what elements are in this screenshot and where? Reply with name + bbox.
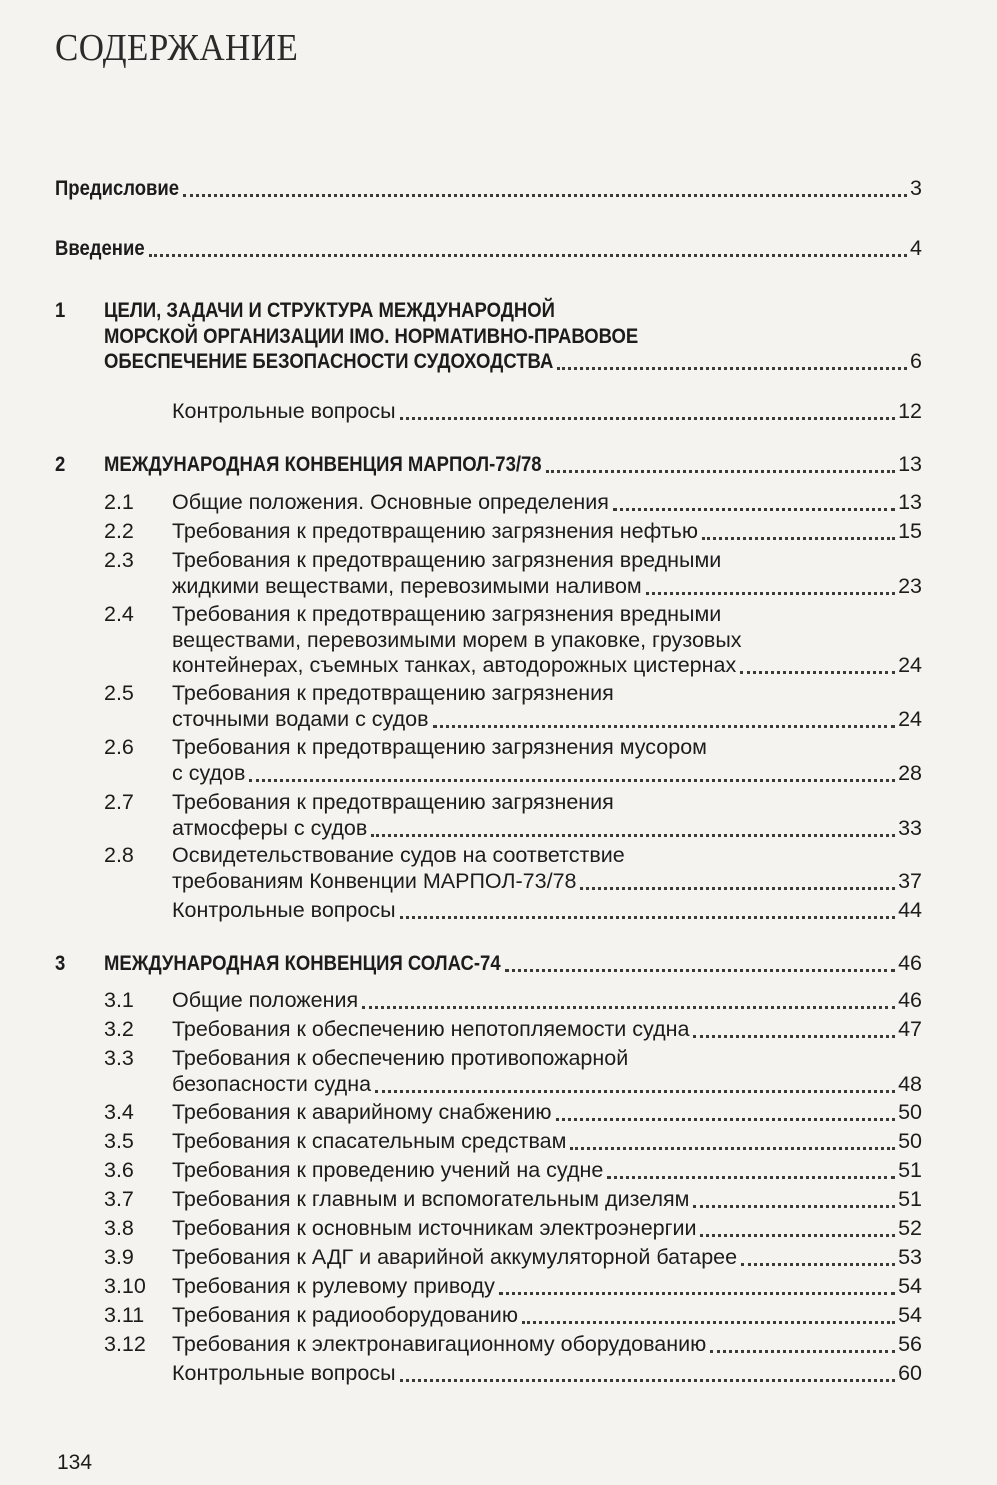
toc-entry-page: 56 [898,1332,922,1356]
dot-leader [693,1033,895,1038]
toc-entry-title-line: МЕЖДУНАРОДНАЯ КОНВЕНЦИЯ МАРПОЛ-73/78 [104,452,542,476]
toc-entry-page: 24 [898,706,922,731]
toc-entry-title-line: Требования к аварийному снабжению [172,1100,552,1124]
toc-entry-title-line: Требования к основным источникам электроэнергии [172,1216,697,1240]
dot-leader [570,1145,895,1150]
dot-leader [546,468,896,473]
dot-leader [580,885,895,890]
toc-entry-page: 48 [898,1071,922,1096]
toc-entry-title-line: сточными водами с судов [172,706,429,731]
toc-entry-number: 2.8 [104,843,134,867]
toc-entry-title-line: МОРСКОЙ ОРГАНИЗАЦИИ IMO. НОРМАТИВНО-ПРАВОВОЕ [104,323,639,348]
toc-entry-title-line: веществами, перевозимыми морем в упаковке, грузовых [172,627,742,652]
dot-leader [375,1088,895,1093]
dot-leader [700,1232,895,1237]
toc-entry-title-line: Требования к обеспечению непотопляемости судна [172,1017,690,1041]
toc-entry-number: 2.7 [104,790,134,814]
toc-entry-number: 3.1 [104,988,134,1012]
dot-leader [400,415,896,420]
toc-entry-page: 33 [898,815,922,840]
toc-entry-title-line: Требования к радиооборудованию [172,1303,518,1327]
dot-leader [556,1116,896,1121]
toc-entry-page: 60 [898,1361,922,1385]
toc-entry-number: 3.8 [104,1216,134,1240]
toc-entry-number: 3.12 [104,1332,146,1356]
toc-entry-title-line: МЕЖДУНАРОДНАЯ КОНВЕНЦИЯ СОЛАС-74 [104,951,501,975]
toc-entry-title-line: ОБЕСПЕЧЕНИЕ БЕЗОПАСНОСТИ СУДОХОДСТВА [104,349,554,373]
toc-entry-number: 2.6 [104,735,134,759]
toc-entry-title-line: Требования к обеспечению противопожарной [172,1046,629,1070]
toc-entry-title-line: Требования к проведению учений на судне [172,1158,604,1182]
toc-entry-number: 3.10 [104,1274,146,1298]
toc-entry-title-line: Требования к предотвращению загрязнения вредными [172,602,722,626]
dot-leader [613,506,895,511]
dot-leader [741,1261,895,1266]
toc-entry-number: 2.1 [104,490,134,514]
dot-leader [607,1174,895,1179]
toc-entry-title-line: Требования к спасательным средствам [172,1129,567,1153]
dot-leader [183,192,907,197]
toc-entry-page: 47 [898,1017,922,1041]
dot-leader [499,1290,895,1295]
toc-entry-title-line: контейнерах, съемных танках, автодорожных цистернах [172,653,737,677]
toc-entry-title-line: атмосферы с судов [172,815,368,840]
dot-leader [371,832,895,837]
toc-entry-number: 3.9 [104,1245,134,1269]
toc-entry-title-line: Введение [55,236,145,260]
toc-entry-number: 2 [55,452,66,476]
toc-entry-number: 3.5 [104,1129,134,1153]
toc-entry-title-line: Контрольные вопросы [172,1361,396,1385]
toc-entry-page: 23 [898,573,922,598]
toc-entry-number: 2.3 [104,548,134,572]
toc-entry-title-line: Контрольные вопросы [172,399,396,423]
toc-entry-page: 44 [898,898,922,922]
toc-entry-page: 6 [910,349,922,373]
toc-entry-title-line: Требования к главным и вспомогательным дизелям [172,1187,690,1211]
toc-entry-page: 50 [898,1129,922,1153]
dot-leader [400,1377,896,1382]
toc-entry-title-line: Требования к электронавигационному оборудованию [172,1332,707,1356]
toc-entry-page: 54 [898,1274,922,1298]
toc-entry-number: 2.2 [104,519,134,543]
toc-entry-title-line: Общие положения [172,988,359,1012]
dot-leader [249,777,895,782]
toc-entry-title-line: Требования к АДГ и аварийной аккумуляторной батарее [172,1245,738,1269]
toc-entry-page: 13 [898,452,922,476]
page-title: СОДЕРЖАНИЕ [55,27,299,69]
toc-entry-number: 3 [55,951,66,975]
toc-entry-title-line: Контрольные вопросы [172,898,396,922]
toc-entry-page: 12 [898,399,922,423]
toc-entry-number: 3.11 [104,1303,145,1327]
toc-entry-page: 15 [898,519,922,543]
dot-leader [740,669,895,674]
toc-entry-number: 1 [55,298,66,322]
toc-entry-page: 52 [898,1216,922,1240]
toc-entry-title-line: Требования к предотвращению загрязнения вредными [172,548,722,572]
toc-entry-title-line: Требования к предотвращению загрязнения мусором [172,735,707,759]
toc-entry-title-line: Требования к рулевому приводу [172,1274,495,1298]
toc-entry-page: 51 [898,1187,922,1211]
toc-entry-number: 3.7 [104,1187,134,1211]
dot-leader [693,1203,895,1208]
dot-leader [433,723,896,728]
dot-leader [710,1348,895,1353]
toc-entry-page: 13 [898,490,922,514]
toc-entry-number: 3.2 [104,1017,134,1041]
toc-entry-page: 4 [910,236,922,260]
toc-entry-title-line: требованиям Конвенции МАРПОЛ-73/78 [172,868,577,893]
toc-entry-number: 3.3 [104,1046,134,1070]
dot-leader [522,1319,895,1324]
toc-entry-title-line: жидкими веществами, перевозимыми наливом [172,573,642,598]
toc-entry-page: 46 [898,988,922,1012]
dot-leader [362,1004,895,1009]
toc-entry-page: 51 [898,1158,922,1182]
toc-entry-number: 2.4 [104,602,134,626]
toc-entry-title-line: Требования к предотвращению загрязнения [172,681,614,705]
toc-entry-title-line: Предисловие [55,176,180,200]
toc-entry-number: 3.6 [104,1158,134,1182]
toc-entry-title-line: Требования к предотвращению загрязнения нефтью [172,519,698,543]
dot-leader [149,252,907,257]
page-number: 134 [57,1451,93,1474]
toc-entry-page: 50 [898,1100,922,1124]
dot-leader [400,914,896,919]
toc-entry-title-line: ЦЕЛИ, ЗАДАЧИ И СТРУКТУРА МЕЖДУНАРОДНОЙ [104,298,555,322]
dot-leader [702,535,895,540]
dot-leader [646,590,895,595]
dot-leader [505,967,895,972]
toc-entry-number: 2.5 [104,681,134,705]
toc-entry-title-line: с судов [172,760,246,785]
toc-entry-number: 3.4 [104,1100,134,1124]
toc-entry-page: 3 [910,176,922,200]
toc-entry-page: 28 [898,760,922,785]
toc-entry-title-line: Освидетельствование судов на соответствие [172,843,625,867]
toc-entry-page: 37 [898,868,922,893]
toc-entry-title-line: безопасности судна [172,1071,372,1096]
toc-entry-title-line: Общие положения. Основные определения [172,490,609,514]
toc-entry-page: 53 [898,1245,922,1269]
toc-entry-page: 54 [898,1303,922,1327]
toc-entry-page: 46 [898,951,922,975]
toc-entry-title-line: Требования к предотвращению загрязнения [172,790,614,814]
dot-leader [557,365,907,370]
toc-entry-page: 24 [898,653,922,677]
